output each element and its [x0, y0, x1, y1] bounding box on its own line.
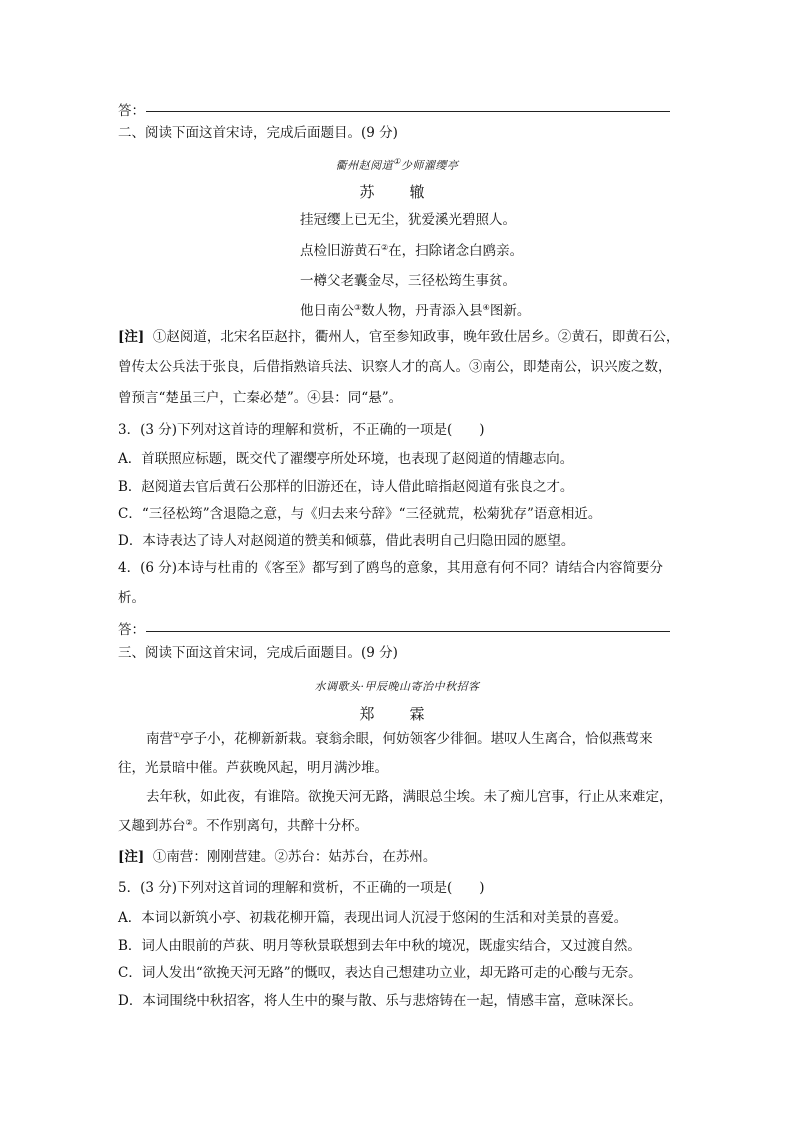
option-c[interactable]: C．“三径松筠”含退隐之意，与《归去来兮辞》“三径就荒，松菊犹存”语意相近。 — [118, 506, 602, 522]
question-3-stem: 3．(3 分)下列对这首诗的理解和赏析，不正确的一项是( ) — [118, 422, 485, 438]
option-a[interactable]: A．本词以新筑小亭、初栽花柳开篇，表现出词人沉浸于悠闲的生活和对美景的喜爱。 — [118, 910, 628, 926]
answer-rule[interactable] — [146, 631, 670, 632]
option-c[interactable]: C．词人发出“欲挽天河无路”的慨叹，表达自己想建功立业，却无路可走的心酸与无奈。 — [118, 965, 642, 981]
note-line: 曾预言“楚虽三户，亡秦必楚”。④县：同“悬”。 — [118, 390, 403, 406]
question-5-stem: 5．(3 分)下列对这首词的理解和赏析，不正确的一项是( ) — [118, 880, 485, 896]
section-heading: 三、阅读下面这首宋词，完成后面题目。(9 分) — [118, 645, 398, 661]
answer-label: 答： — [118, 103, 145, 119]
poem-line: 他日南公③数人物，丹青添入县④图新。 — [300, 303, 531, 319]
poem-title: 衢州赵阅道①少师濯缨亭 — [335, 157, 459, 172]
poem-line: 一樽父老囊金尽，三径松筠生事贫。 — [300, 273, 516, 289]
note-line: [注] ①南营：刚刚营建。②苏台：姑苏台，在苏州。 — [118, 849, 437, 865]
note-line: [注] ①赵阅道，北宋名臣赵抃，衢州人，官至参知政事，晚年致仕居乡。②黄石，即黄石公， — [118, 329, 680, 345]
question-4-stem-cont: 析。 — [118, 590, 145, 606]
section-heading: 二、阅读下面这首宋诗，完成后面题目。(9 分) — [118, 125, 398, 141]
option-d[interactable]: D．本诗表达了诗人对赵阅道的赞美和倾慕，借此表明自己归隐田园的愿望。 — [118, 533, 575, 549]
answer-label: 答： — [118, 622, 145, 638]
poem-author: 苏 辙 — [359, 183, 435, 201]
poem-line: 挂冠缨上已无尘，犹爱溪光碧照人。 — [300, 212, 516, 228]
poem-author: 郑 霖 — [359, 705, 435, 723]
option-d[interactable]: D．本词围绕中秋招客，将人生中的聚与散、乐与悲熔铸在一起，情感丰富，意味深长。 — [118, 993, 642, 1009]
option-b[interactable]: B．赵阅道去官后黄石公那样的旧游还在，诗人借此暗指赵阅道有张良之才。 — [118, 479, 574, 495]
answer-rule[interactable] — [146, 111, 670, 112]
poem-line: 点检旧游黄石②在，扫除诸念白鸥亲。 — [300, 243, 524, 259]
poem-paragraph-cont: 往，光景暗中催。芦荻晚风起，明月满沙堆。 — [118, 760, 388, 776]
question-4-stem: 4．(6 分)本诗与杜甫的《客至》都写到了鸥鸟的意象，其用意有何不同？请结合内容简要分 — [118, 560, 664, 576]
poem-paragraph-cont: 又趣到苏台②。不作别离句，共醉十分杯。 — [118, 818, 369, 834]
note-line: 曾传太公兵法于张良，后借指熟谙兵法、识察人才的高人。③南公，即楚南公，识兴废之数， — [118, 359, 672, 375]
poem-paragraph: 去年秋，如此夜，有谁陪。欲挽天河无路，满眼总尘埃。未了痴儿宫事，行止从来难定， — [146, 789, 673, 805]
poem-paragraph: 南营①亭子小，花柳新新栽。衰翁余眼，何妨领客少徘徊。堪叹人生离合，恰似燕莺来 — [146, 731, 653, 747]
note-label: [注] — [118, 849, 145, 865]
note-label: [注] — [118, 329, 145, 345]
poem-title: 水调歌头·甲辰晚山寄治中秋招客 — [314, 680, 480, 693]
option-a[interactable]: A．首联照应标题，既交代了濯缨亭所处环境，也表现了赵阅道的情趣志向。 — [118, 451, 574, 467]
option-b[interactable]: B．词人由眼前的芦荻、明月等秋景联想到去年中秋的境况，既虚实结合，又过渡自然。 — [118, 938, 641, 954]
